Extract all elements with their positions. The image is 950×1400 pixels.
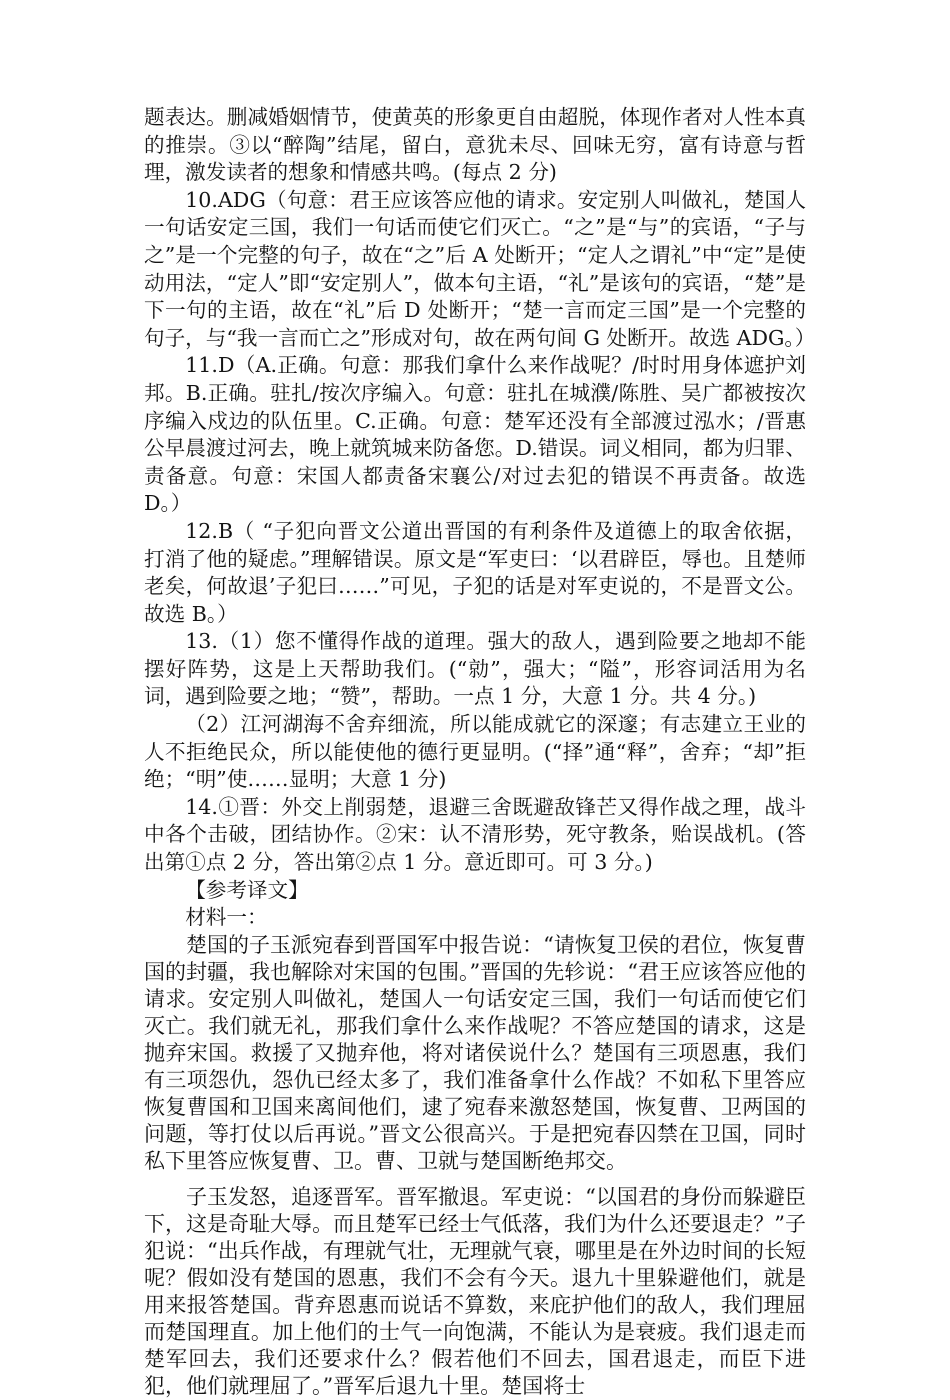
answer-13-part-1: 13.（1）您不懂得作战的道理。强大的敌人，遇到险要之地却不能摆好阵势，这是上天帮助我们。(“勍”，强大；“隘”，形容词活用为名词，遇到险要之地；“赞”，帮助。一点 1 分，大意 1 分。共 4 分。) xyxy=(144,629,806,709)
translation-paragraph-1: 楚国的子玉派宛春到晋国军中报告说：“请恢复卫侯的君位，恢复曹国的封疆，我也解除对宋国的包围。”晋国的先轸说：“君王应该答应他的请求。安定别人叫做礼，楚国人一句话安定三国，我们一句话而使它们灭亡。我们就无礼，那我们拿什么来作战呢？不答应楚国的请求，这是抛弃宋国。救援了又抛弃他，将对诸侯说什么？楚国有三项恩惠，我们有三项怨仇，怨仇已经太多了，我们准备拿什么作战？不如私下里答应恢复曹国和卫国来离间他们，逮了宛春来激怒楚国，恢复曹、卫两国的问题，等打仗以后再说。”晋文公很高兴。于是把宛春囚禁在卫国，同时私下里答应恢复曹、卫。曹、卫就与楚国断绝邦交。 xyxy=(144,932,806,1173)
answer-10: 10.ADG（句意：君王应该答应他的请求。安定别人叫做礼，楚国人一句话安定三国，我们一句话而使它们灭亡。“之”是“与”的宾语，“子与之”是一个完整的句子，故在“之”后 A 处断开；“定人之谓礼”中“定”是使动用法，“定人”即“安定别人”，做本句主语，“礼”是该句的宾语，“楚”是下一句的主语，故在“礼”后 D 处断开；“楚一言而定三国”是一个完整的句子，与“我一言而亡之”形成对句，故在两句间 G 处断开。故选 ADG。） xyxy=(144,187,816,350)
translation-paragraph-2: 子玉发怒，追逐晋军。晋军撤退。军吏说：“以国君的身份而躲避臣下，这是奇耻大辱。而且楚军已经士气低落，我们为什么还要退走？”子犯说：“出兵作战，有理就气壮，无理就气衰，哪里是在外边时间的长短呢？假如没有楚国的恩惠，我们不会有今天。退九十里躲避他们，就是用来报答楚国。背弃恩惠而说话不算数，来庇护他们的敌人，我们理屈而楚国理直。加上他们的士气一向饱满，不能认为是衰疲。我们退走而楚军回去，我们还要求什么？假若他们不回去，国君退走，而臣下进犯，他们就理屈了。”晋军后退九十里。楚国将士 xyxy=(144,1184,806,1398)
translation-section xyxy=(144,932,806,1400)
answer-9-continuation: 题表达。删减婚姻情节，使黄英的形象更自由超脱，体现作者对人性本真的推崇。③以“醉陶”结尾，留白，意犹未尽、回味无穷，富有诗意与哲理，激发读者的想象和情感共鸣。(每点 2 分) xyxy=(144,105,806,185)
material-one-label: 材料一： xyxy=(185,905,268,930)
document-page xyxy=(144,104,816,1400)
answer-11: 11.D（A.正确。句意：那我们拿什么来作战呢？/时时用身体遮护刘邦。B.正确。驻扎/按次序编入。句意：驻扎在城濮/陈胜、吴广都被按次序编入戍边的队伍里。C.正确。句意：楚军还没有全部渡过泓水；/晋惠公早晨渡过河去，晚上就筑城来防备您。D.错误。词义相同，都为归罪、责备意。句意：宋国人都责备宋襄公/对过去犯的错误不再责备。故选 D。） xyxy=(144,353,806,516)
reference-translation-heading: 【参考译文】 xyxy=(185,877,309,902)
answer-section xyxy=(144,104,816,932)
answer-12: 12.B（ “子犯向晋文公道出晋国的有利条件及道德上的取舍依据，打消了他的疑虑。”理解错误。原文是“军吏曰：‘以君辟臣，辱也。且楚师老矣，何故退’子犯曰……”可见，子犯的话是对军吏说的，不是晋文公。故选 B。） xyxy=(144,518,806,626)
answer-13-part-2: （2）江河湖海不舍弃细流，所以能成就它的深邃；有志建立王业的人不拒绝民众，所以能使他的德行更显明。(“择”通“释”，舍弃；“却”拒绝；“明”使……显明；大意 1 分) xyxy=(144,712,806,792)
answer-14: 14.①晋：外交上削弱楚，退避三舍既避敌锋芒又得作战之理，战斗中各个击破，团结协作。②宋：认不清形势，死守教条，贻误战机。(答出第①点 2 分，答出第②点 1 分。意近即可。可 3 分。) xyxy=(144,794,806,875)
